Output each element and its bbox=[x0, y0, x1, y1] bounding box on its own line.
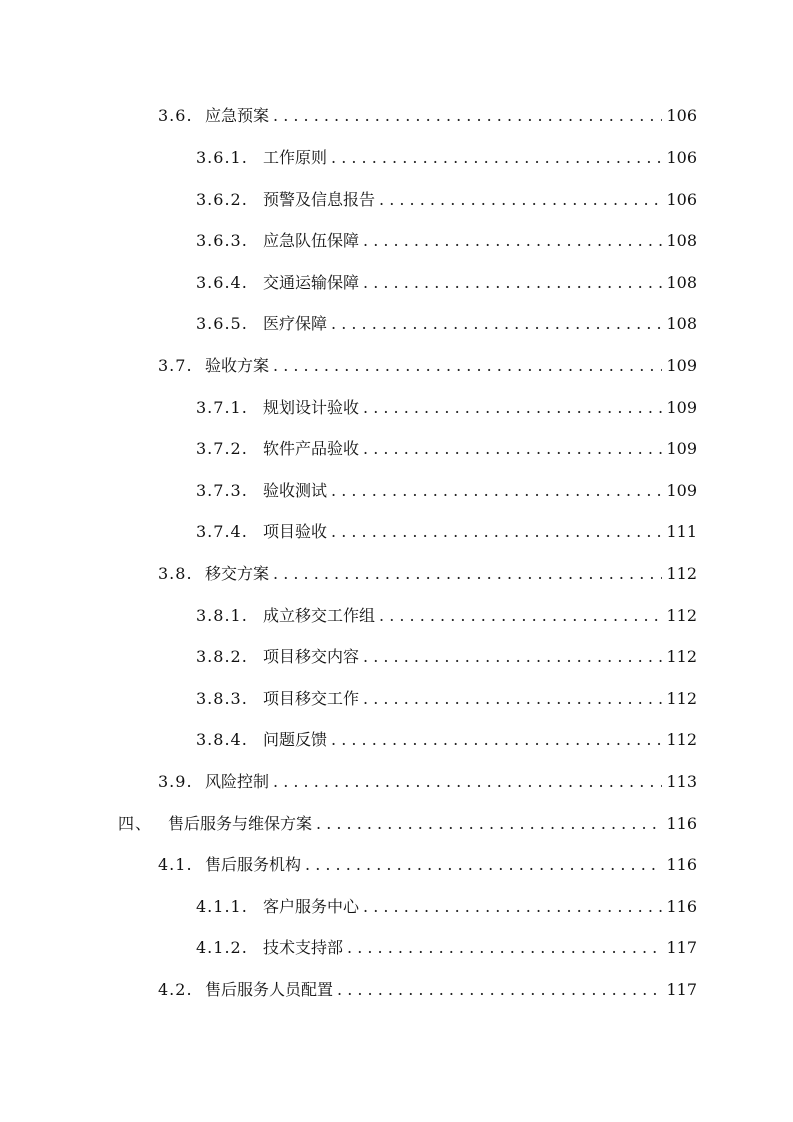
toc-entry-number: 3.7.2. bbox=[196, 439, 248, 458]
toc-entry-title: 验收方案 bbox=[205, 356, 270, 375]
toc-entry-page: 108 bbox=[666, 273, 697, 292]
toc-entry-number: 4.2. bbox=[158, 980, 193, 999]
toc-entry-page: 108 bbox=[666, 314, 697, 333]
toc-entry-title: 售后服务人员配置 bbox=[205, 980, 334, 999]
toc-entry-chapter-4[interactable] bbox=[118, 812, 697, 836]
toc-entry-3-6-3[interactable] bbox=[196, 229, 697, 253]
dot-leader bbox=[337, 978, 662, 1002]
toc-entry-title: 软件产品验收 bbox=[263, 439, 360, 458]
dot-leader bbox=[331, 479, 662, 503]
dot-leader bbox=[363, 229, 662, 253]
toc-entry-title: 技术支持部 bbox=[263, 938, 344, 957]
toc-entry-number: 3.7.3. bbox=[196, 481, 248, 500]
toc-entry-title: 项目验收 bbox=[263, 522, 328, 541]
dot-leader bbox=[273, 354, 662, 378]
toc-entry-3-6-5[interactable] bbox=[196, 312, 697, 336]
toc-entry-title: 应急预案 bbox=[205, 106, 270, 125]
toc-entry-number: 3.6.4. bbox=[196, 273, 248, 292]
toc-entry-title: 工作原则 bbox=[263, 148, 328, 167]
dot-leader bbox=[363, 895, 662, 919]
toc-entry-number: 3.8.3. bbox=[196, 689, 248, 708]
toc-entry-page: 117 bbox=[666, 980, 697, 999]
toc-entry-page: 117 bbox=[666, 938, 697, 957]
toc-entry-title: 预警及信息报告 bbox=[263, 190, 376, 209]
toc-entry-number: 3.9. bbox=[158, 772, 193, 791]
toc-entry-page: 112 bbox=[666, 606, 697, 625]
toc-entry-number: 3.6. bbox=[158, 106, 193, 125]
toc-entry-number: 4.1. bbox=[158, 855, 193, 874]
dot-leader bbox=[273, 104, 662, 128]
dot-leader bbox=[379, 188, 662, 212]
toc-entry-3-8-4[interactable] bbox=[196, 728, 697, 752]
toc-entry-page: 109 bbox=[666, 356, 697, 375]
toc-entry-page: 112 bbox=[666, 564, 697, 583]
toc-entry-number: 3.7. bbox=[158, 356, 193, 375]
dot-leader bbox=[347, 936, 662, 960]
toc-entry-page: 112 bbox=[666, 689, 697, 708]
toc-entry-number: 3.8. bbox=[158, 564, 193, 583]
toc-entry-page: 109 bbox=[666, 481, 697, 500]
toc-entry-3-6-1[interactable] bbox=[196, 146, 697, 170]
toc-entry-number: 3.6.2. bbox=[196, 190, 248, 209]
toc-entry-3-8-2[interactable] bbox=[196, 645, 697, 669]
toc-entry-3-7-3[interactable] bbox=[196, 479, 697, 503]
dot-leader bbox=[273, 562, 662, 586]
toc-entry-title: 风险控制 bbox=[205, 772, 270, 791]
toc-entry-title: 交通运输保障 bbox=[263, 273, 360, 292]
dot-leader bbox=[331, 520, 662, 544]
dot-leader bbox=[331, 728, 662, 752]
toc-entry-number: 3.6.5. bbox=[196, 314, 248, 333]
toc-entry-number: 4.1.2. bbox=[196, 938, 248, 957]
dot-leader bbox=[379, 604, 662, 628]
toc-entry-title: 项目移交工作 bbox=[263, 689, 360, 708]
dot-leader bbox=[331, 146, 662, 170]
toc-entry-3-8[interactable] bbox=[158, 562, 697, 586]
toc-entry-number: 3.6.3. bbox=[196, 231, 248, 250]
toc-entry-page: 108 bbox=[666, 231, 697, 250]
toc-entry-3-7-2[interactable] bbox=[196, 437, 697, 461]
toc-entry-3-6[interactable] bbox=[158, 104, 697, 128]
dot-leader bbox=[305, 853, 662, 877]
toc-entry-number: 4.1.1. bbox=[196, 897, 248, 916]
toc-entry-title: 验收测试 bbox=[263, 481, 328, 500]
toc-entry-page: 106 bbox=[666, 106, 697, 125]
toc-entry-title: 成立移交工作组 bbox=[263, 606, 376, 625]
toc-entry-4-1-1[interactable] bbox=[196, 895, 697, 919]
toc-entry-title: 客户服务中心 bbox=[263, 897, 360, 916]
toc-entry-title: 医疗保障 bbox=[263, 314, 328, 333]
toc-entry-title: 售后服务与维保方案 bbox=[168, 814, 313, 833]
dot-leader bbox=[363, 396, 662, 420]
dot-leader bbox=[316, 812, 662, 836]
toc-entry-3-9[interactable] bbox=[158, 770, 697, 794]
toc-entry-number: 四、 bbox=[118, 814, 153, 833]
toc-entry-title: 移交方案 bbox=[205, 564, 270, 583]
dot-leader bbox=[363, 271, 662, 295]
toc-entry-page: 113 bbox=[666, 772, 697, 791]
toc-entry-number: 3.7.1. bbox=[196, 398, 248, 417]
toc-entry-3-6-2[interactable] bbox=[196, 188, 697, 212]
toc-entry-3-8-1[interactable] bbox=[196, 604, 697, 628]
toc-entry-number: 3.6.1. bbox=[196, 148, 248, 167]
toc-entry-page: 111 bbox=[666, 522, 697, 541]
toc-entry-title: 项目移交内容 bbox=[263, 647, 360, 666]
toc-entry-3-7[interactable] bbox=[158, 354, 697, 378]
toc-entry-page: 112 bbox=[666, 730, 697, 749]
dot-leader bbox=[273, 770, 662, 794]
toc-entry-4-2[interactable] bbox=[158, 978, 697, 1002]
toc-entry-page: 112 bbox=[666, 647, 697, 666]
dot-leader bbox=[363, 687, 662, 711]
toc-entry-3-6-4[interactable] bbox=[196, 271, 697, 295]
toc-entry-title: 应急队伍保障 bbox=[263, 231, 360, 250]
toc-entry-page: 106 bbox=[666, 190, 697, 209]
toc-entry-page: 109 bbox=[666, 439, 697, 458]
toc-entry-page: 109 bbox=[666, 398, 697, 417]
dot-leader bbox=[363, 645, 662, 669]
toc-entry-number: 3.7.4. bbox=[196, 522, 248, 541]
toc-entry-4-1[interactable] bbox=[158, 853, 697, 877]
toc-entry-number: 3.8.2. bbox=[196, 647, 248, 666]
toc-entry-page: 116 bbox=[666, 814, 697, 833]
toc-entry-3-8-3[interactable] bbox=[196, 687, 697, 711]
toc-entry-page: 116 bbox=[666, 897, 697, 916]
toc-entry-number: 3.8.1. bbox=[196, 606, 248, 625]
dot-leader bbox=[331, 312, 662, 336]
toc-entry-4-1-2[interactable] bbox=[196, 936, 697, 960]
toc-entry-number: 3.8.4. bbox=[196, 730, 248, 749]
toc-entry-title: 问题反馈 bbox=[263, 730, 328, 749]
toc-entry-page: 106 bbox=[666, 148, 697, 167]
toc-entry-page: 116 bbox=[666, 855, 697, 874]
toc-entry-title: 规划设计验收 bbox=[263, 398, 360, 417]
toc-entry-3-7-4[interactable] bbox=[196, 520, 697, 544]
dot-leader bbox=[363, 437, 662, 461]
toc-entry-title: 售后服务机构 bbox=[205, 855, 302, 874]
toc-entry-3-7-1[interactable] bbox=[196, 396, 697, 420]
